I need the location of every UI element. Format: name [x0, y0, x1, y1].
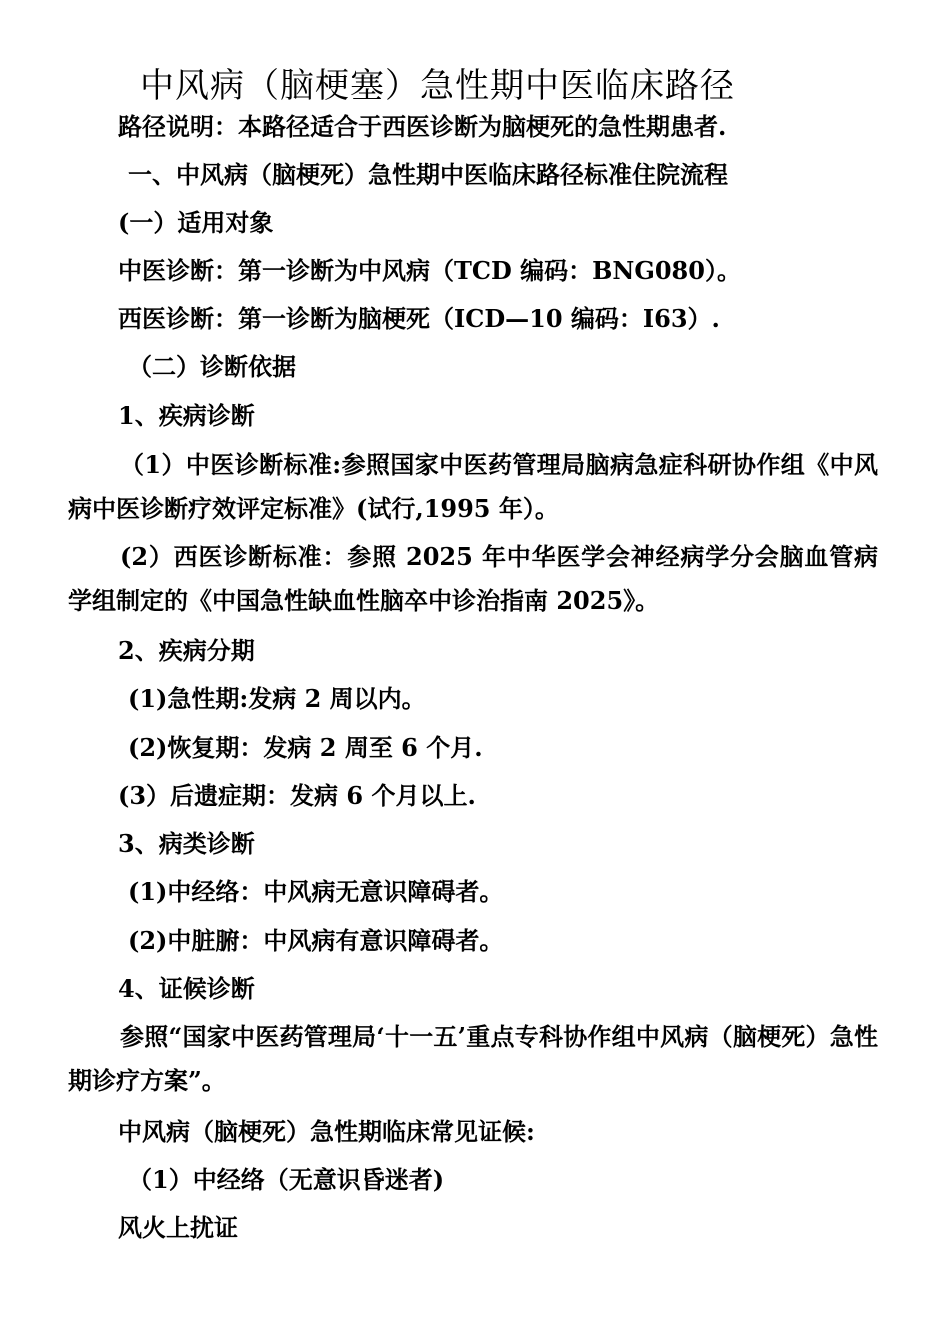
- paragraph-wm-criteria: (2）西医诊断标准：参照 2025 年中华医学会神经病学分会脑血管病学组制定的《中国急性缺血性脑卒中诊治指南 2025》。: [68, 542, 878, 615]
- subsection-heading-1: (一）适用对象: [118, 208, 274, 237]
- section-heading-1: 一、中风病（脑梗死）急性期中医临床路径标准住院流程: [128, 160, 728, 189]
- document-title: 中风病（脑梗塞）急性期中医临床路径: [140, 66, 735, 106]
- wm-diagnosis: 西医诊断：第一诊断为脑梗死（ICD—10 编码：I63）.: [118, 304, 720, 333]
- common-syndromes-heading: 中风病（脑梗死）急性期临床常见证候:: [118, 1117, 535, 1146]
- category-viscera: (2)中脏腑：中风病有意识障碍者。: [128, 926, 504, 955]
- syndrome-wind-fire: 风火上扰证: [118, 1213, 238, 1242]
- paragraph-syndrome-reference: 参照“国家中医药管理局‘十一五’重点专科协作组中风病（脑梗死）急性期诊疗方案”。: [68, 1022, 878, 1095]
- item-heading-3: 3、病类诊断: [118, 829, 255, 858]
- paragraph-tcm-criteria: （1）中医诊断标准:参照国家中医药管理局脑病急症科研协作组《中风病中医诊断疗效评定标准》(试行,1995 年）。: [68, 450, 878, 523]
- stage-recovery: (2)恢复期：发病 2 周至 6 个月.: [128, 733, 483, 762]
- category-meridian: (1)中经络：中风病无意识障碍者。: [128, 877, 504, 906]
- item-heading-2: 2、疾病分期: [118, 636, 255, 665]
- item-heading-4: 4、证候诊断: [118, 974, 255, 1003]
- subsection-heading-2: （二）诊断依据: [128, 352, 296, 381]
- tcm-diagnosis: 中医诊断：第一诊断为中风病（TCD 编码：BNG080）。: [118, 256, 741, 285]
- route-note: 路径说明：本路径适合于西医诊断为脑梗死的急性期患者.: [118, 112, 727, 141]
- stage-sequelae: (3）后遗症期：发病 6 个月以上.: [118, 781, 476, 810]
- item-heading-1: 1、疾病诊断: [118, 401, 255, 430]
- stage-acute: (1)急性期:发病 2 周以内。: [128, 684, 426, 713]
- syndrome-meridian-heading: （1）中经络（无意识昏迷者): [128, 1165, 445, 1194]
